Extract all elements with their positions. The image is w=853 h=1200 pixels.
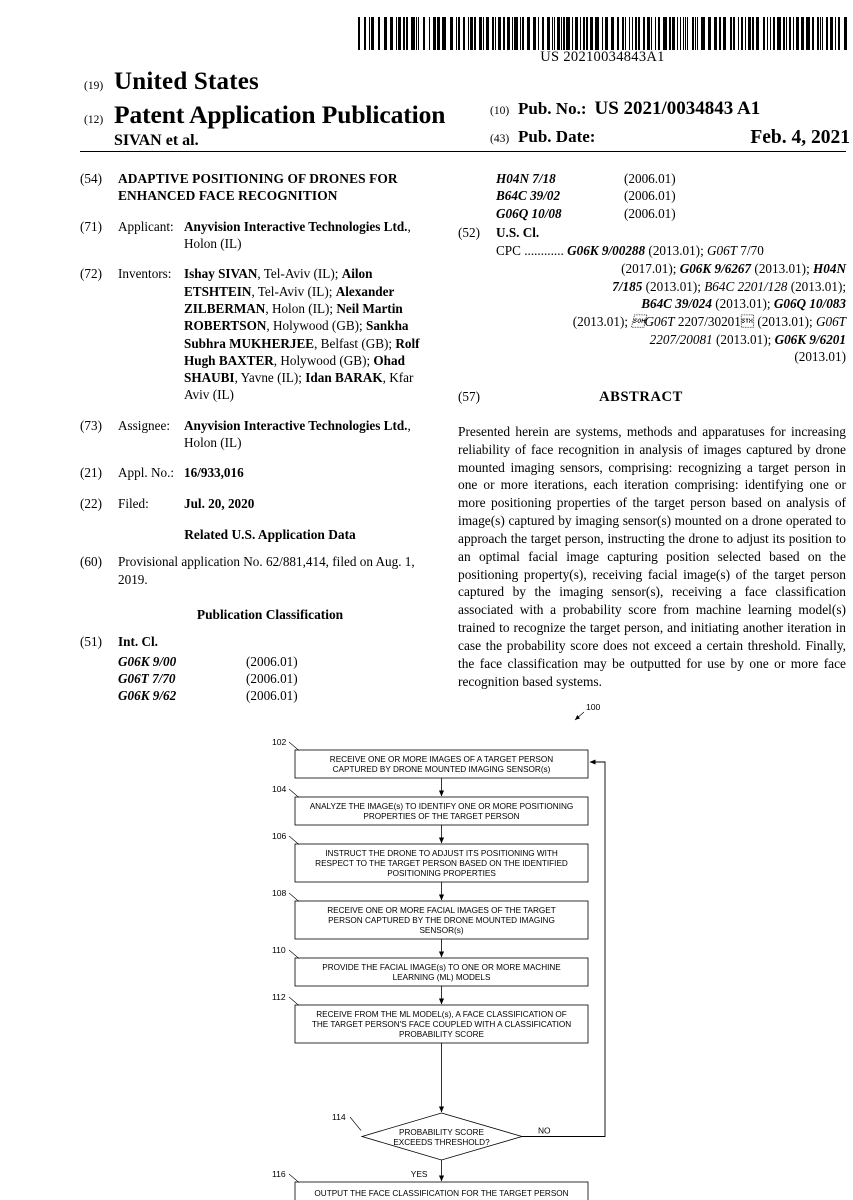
appl-no-label: Appl. No.:: [118, 465, 175, 481]
cpc-maincode: 7/185: [612, 278, 643, 294]
inventor-location: , Tel-Aviv (IL);: [251, 283, 336, 299]
code-73: (73): [80, 417, 102, 433]
classification-version: (2006.01): [624, 171, 676, 186]
classification-version: (2006.01): [246, 688, 298, 704]
inventor-name: Idan BARAK: [305, 370, 383, 386]
flowchart-figure: [0, 690, 853, 1200]
step-leader-line: [289, 1174, 299, 1183]
cpc-maincode: G06K 9/00288: [567, 243, 646, 259]
assignee-label: Assignee:: [118, 417, 171, 433]
code-60: (60): [80, 554, 102, 570]
inventor-location: , Tel-Aviv (IL);: [257, 266, 342, 282]
country-name: United States: [114, 68, 259, 95]
publication-classification-heading: Publication Classification: [196, 606, 344, 622]
inventor-location: , Holywood (GB);: [266, 318, 366, 334]
step-text-line: PROVIDE THE FACIAL IMAGE(s) TO ONE OR MORE MACHINE: [322, 962, 561, 972]
step-reference-number: 106: [272, 831, 287, 841]
cpc-line: (2013.01): [794, 349, 846, 365]
classification-code: G06K 9/00: [118, 653, 177, 669]
cpc-line: (2017.01); G06K 9/6267 (2013.01); H04N: [621, 260, 846, 276]
classification-code: G06T 7/70: [118, 671, 176, 686]
appl-no-entry: [80, 464, 440, 481]
step-text-line: SENSOR(s): [419, 926, 464, 936]
code-10: (10): [490, 105, 510, 117]
cpc-maincode: G06K 9/6267: [679, 260, 752, 276]
cpc-line: 7/185 (2013.01); B64C 2201/128 (2013.01);: [612, 278, 846, 294]
provisional-entry: [80, 553, 440, 588]
publication-header-right: [490, 98, 850, 154]
decision-reference-number: 114: [332, 1112, 346, 1122]
inventor-location: , Belfast (GB);: [314, 335, 396, 351]
flowchart-decision-114: [332, 1112, 522, 1160]
inventor-location: , Holon (IL);: [265, 300, 337, 316]
bibliographic-left-column: [80, 170, 440, 705]
filed-label: Filed:: [118, 495, 149, 511]
assignee-location: , Holon (IL): [184, 417, 411, 450]
cpc-prefix: CPC ............: [496, 243, 568, 259]
applicant-value: [184, 218, 440, 253]
step-text-line: RECEIVE ONE OR MORE FACIAL IMAGES OF THE TARGET: [327, 905, 556, 915]
abstract-heading-row: [458, 388, 846, 407]
pub-date-value: Feb. 4, 2021: [750, 127, 850, 148]
code-22: (22): [80, 495, 102, 511]
flowchart-step-110: [272, 945, 588, 986]
cpc-classification-block: [496, 242, 846, 366]
inventor-name: Ishay SIVAN: [184, 266, 258, 282]
abstract-text: Presented herein are systems, methods and apparatuses for increasing reliability of face recognition in analysis of images captured by drone mounted imaging sensors, comprising: recognizing a target person in one or more iterations, each iteration comprising: identifying one or more positioning properties of the target person based on analysis of image(s) captured by imaging sensor(s) mounted on a drone operated to approach the target person, instructing the drone to adjust its position to an optimal facial image capturing position selected based on the positioning property(s), receiving facial image(s) of the target person captured by the imaging sensor(s), receiving a face classification associated with a probability score from machine learning model(s) trained to recognize the target person, and initiating another iteration in case the probability score does not exceed a certain threshold. Finally, the face classification may be outputted for use by one or more face recognition based systems.: [458, 423, 846, 689]
step-text-line: OUTPUT THE FACE CLASSIFICATION FOR THE TARGET PERSON: [314, 1189, 569, 1198]
header-divider: [80, 151, 846, 152]
step-text-line: PERSON CAPTURED BY THE DRONE MOUNTED IMAGING: [328, 916, 555, 925]
applicant-label: Applicant:: [118, 218, 174, 234]
code-19: (19): [84, 80, 104, 92]
int-cl-label: Int. Cl.: [118, 634, 158, 650]
classification-version: (2006.01): [246, 671, 298, 686]
classification-version: (2006.01): [624, 205, 676, 221]
code-57: (57): [458, 388, 480, 404]
pub-no-value: US 2021/0034843 A1: [594, 98, 761, 119]
flowchart-step-116: [272, 1169, 588, 1200]
barcode-number: US 20210034843A1: [540, 49, 665, 65]
pub-no-label: Pub. No.:: [518, 99, 587, 118]
cpc-subcode: G06T: [631, 313, 675, 329]
step-reference-number: 104: [272, 784, 287, 794]
step-text-line: RESPECT TO THE TARGET PERSON BASED ON THE IDENTIFIED: [315, 859, 568, 868]
figure-number-pointer: [575, 712, 584, 720]
step-reference-number: 110: [272, 945, 286, 955]
barcode: [358, 17, 847, 50]
step-leader-line: [289, 789, 299, 798]
inventor-name: Sankha Subhra MUKHERJEE: [184, 318, 409, 351]
flowchart-step-112: [272, 992, 588, 1043]
inventor-location: , Holywood (GB);: [273, 352, 374, 368]
publication-header-left: [84, 68, 484, 150]
decision-no-label: NO: [538, 1125, 551, 1136]
abstract-heading: ABSTRACT: [599, 388, 683, 405]
provisional-text: Provisional application No. 62/881,414, filed on Aug. 1, 2019.: [118, 554, 415, 587]
cpc-maincode: H04N: [813, 260, 846, 276]
inventor-name: Neil Martin ROBERTSON: [184, 300, 403, 334]
bibliographic-right-column: [458, 170, 846, 690]
step-reference-number: 116: [272, 1169, 286, 1179]
classification-version: (2006.01): [246, 653, 298, 669]
cpc-line: B64C 39/024 (2013.01); G06Q 10/083: [641, 296, 846, 312]
inventor-location: , Kfar Aviv (IL): [184, 370, 414, 403]
flowchart-step-102: [272, 737, 588, 778]
step-text-line: RECEIVE ONE OR MORE IMAGES OF A TARGET PERSON: [329, 754, 554, 764]
flowchart-step-104: [272, 784, 588, 825]
step-text-line: INSTRUCT THE DRONE TO ADJUST ITS POSITIONING WITH: [325, 848, 558, 858]
inventor-name: Alexander ZILBERMAN: [184, 283, 395, 316]
flowchart-step-108: [272, 888, 588, 939]
cpc-maincode: G06K 9/6201: [774, 331, 846, 347]
code-43: (43): [490, 133, 510, 145]
code-54: (54): [80, 171, 102, 186]
filed-entry: [80, 495, 440, 512]
inventors-list: [184, 265, 440, 403]
inventors-entry: [80, 265, 440, 403]
cpc-line: 2207/20081 (2013.01); G06K 9/6201: [649, 331, 846, 347]
step-leader-line: [289, 950, 299, 959]
classification-code: G06Q 10/08: [496, 205, 562, 221]
related-application-heading: Related U.S. Application Data: [184, 526, 356, 542]
figure-reference-100: [575, 702, 601, 720]
classification-version: (2006.01): [624, 188, 676, 204]
classification-row: [496, 170, 846, 187]
step-reference-number: 102: [272, 737, 287, 747]
figure-number-label: 100: [586, 702, 601, 712]
us-cl-entry: [458, 224, 846, 241]
step-text-line: RECEIVE FROM THE ML MODEL(s), A FACE CLASSIFICATION OF: [316, 1009, 567, 1019]
step-text-line: THE TARGET PERSON'S FACE COUPLED WITH A CLASSIFICATION: [311, 1020, 572, 1029]
step-reference-number: 112: [272, 992, 286, 1002]
step-text-line: ANALYZE THE IMAGE(s) TO IDENTIFY ONE OR MORE POSITIONING: [309, 801, 574, 811]
decision-leader-line: [350, 1117, 361, 1131]
us-cl-label: U.S. Cl.: [496, 224, 540, 240]
cpc-subcode: G06T: [815, 313, 846, 329]
code-72: (72): [80, 266, 102, 282]
classification-row: [496, 205, 846, 222]
cpc-line: CPC ............ G06K 9/00288 (2013.01); G06T 7/70: [496, 243, 764, 259]
inventor-location: , Yavne (IL);: [234, 370, 306, 386]
inventors-label: Inventors:: [118, 266, 172, 282]
step-text-line: PROPERTIES OF THE TARGET PERSON: [363, 812, 520, 822]
classification-row: [496, 187, 846, 204]
decision-text-line: EXCEEDS THRESHOLD?: [393, 1138, 490, 1148]
flowchart-step-106: [272, 831, 588, 882]
inventor-name: Ailon ETSHTEIN: [184, 266, 373, 299]
step-leader-line: [289, 742, 299, 751]
step-leader-line: [289, 997, 299, 1006]
pub-date-label: Pub. Date:: [518, 127, 596, 146]
decision-text-line: PROBABILITY SCORE: [399, 1128, 484, 1137]
step-leader-line: [289, 836, 299, 845]
step-text-line: CAPTURED BY DRONE MOUNTED IMAGING SENSOR(s): [332, 765, 551, 775]
code-21: (21): [80, 465, 102, 481]
code-52: (52): [458, 224, 480, 240]
assignee-value: [184, 417, 440, 452]
classification-code: B64C 39/02: [496, 188, 561, 204]
document-type: Patent Application Publication: [114, 100, 446, 129]
applicant-name: Anyvision Interactive Technologies Ltd.: [184, 218, 408, 234]
assignee-name: Anyvision Interactive Technologies Ltd.: [184, 417, 408, 433]
filed-value: Jul. 20, 2020: [184, 495, 255, 511]
classification-row: [118, 653, 440, 670]
cpc-line: (2013.01); G06T 2207/30201 (2013.01); G06T: [572, 313, 846, 329]
step-leader-line: [289, 893, 299, 902]
cpc-subcode: G06T: [707, 243, 738, 259]
code-71: (71): [80, 218, 102, 234]
step-text-line: PROBABILITY SCORE: [399, 1030, 484, 1040]
code-12: (12): [84, 114, 104, 126]
classification-code: H04N 7/18: [496, 171, 556, 186]
appl-no-value: 16/933,016: [184, 465, 244, 481]
step-text-line: POSITIONING PROPERTIES: [387, 869, 496, 879]
applicant-surname: SIVAN et al.: [114, 131, 199, 149]
classification-row: [118, 670, 440, 687]
int-cl-rows-continued: [458, 170, 846, 222]
applicant-location: , Holon (IL): [184, 218, 411, 252]
classification-code: G06K 9/62: [118, 688, 177, 704]
cpc-maincode: G06Q 10/083: [773, 296, 846, 312]
cpc-subcode: 2207/20081: [649, 331, 713, 347]
cpc-subcode: B64C 2201/128: [704, 278, 788, 294]
cpc-maincode: B64C 39/024: [641, 296, 712, 312]
step-text-line: LEARNING (ML) MODELS: [392, 973, 491, 983]
inventor-name: Ohad SHAUBI: [184, 352, 405, 386]
title-entry: [80, 170, 440, 205]
invention-title: ADAPTIVE POSITIONING OF DRONES FOR ENHANCED FACE RECOGNITION: [118, 171, 398, 204]
decision-yes-label: YES: [410, 1169, 428, 1179]
applicant-entry: [80, 218, 440, 253]
step-reference-number: 108: [272, 888, 287, 898]
int-cl-entry: [80, 633, 440, 650]
inventor-name: Rolf Hugh BAXTER: [184, 335, 420, 368]
code-51: (51): [80, 634, 102, 650]
assignee-entry: [80, 417, 440, 452]
